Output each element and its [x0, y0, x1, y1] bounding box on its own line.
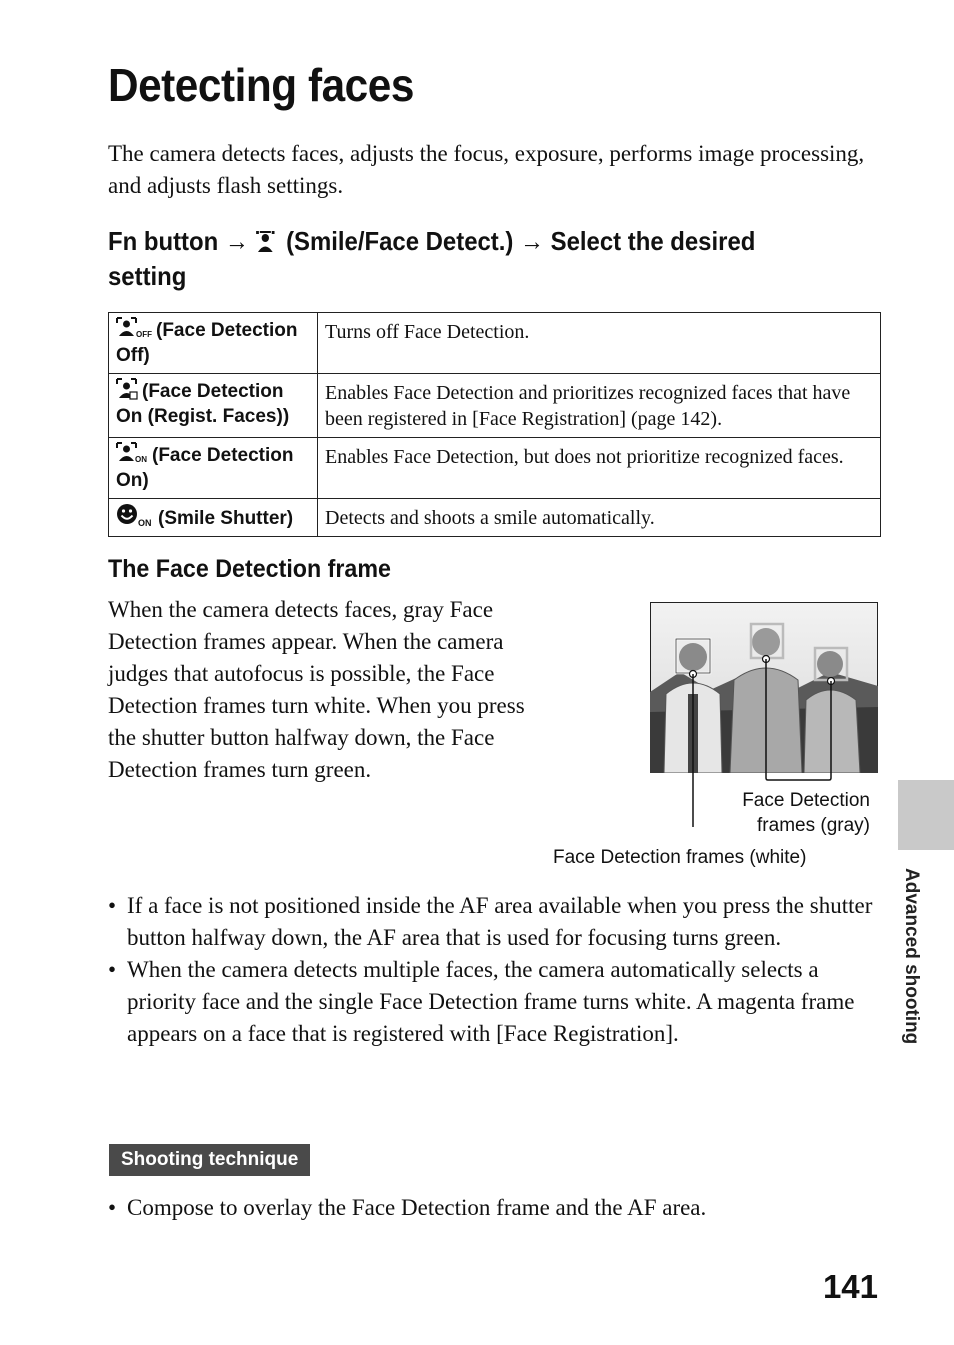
shooting-technique-label: Shooting technique: [109, 1144, 310, 1176]
face-detection-on-icon: [116, 442, 148, 464]
procedure-heading: [108, 224, 807, 294]
face-detection-photo: [650, 602, 878, 773]
arrow-icon: →: [520, 226, 544, 256]
table-row: [109, 313, 881, 374]
chapter-tab: [898, 780, 954, 850]
procedure-step-smile-face-detect: (Smile/Face Detect.): [286, 226, 514, 256]
list-item: • When the camera detects multiple faces, the camera automatically selects a priority face and the single Face Detection frame turns white. A magenta frame appears on a face that is registered with [Face Registration].: [108, 954, 878, 1050]
section-heading: The Face Detection frame: [108, 555, 391, 583]
smile-face-detect-icon: [255, 229, 275, 253]
procedure-step-fn-button: Fn button: [108, 226, 219, 256]
setting-name-cell: [109, 313, 318, 374]
setting-name: (Smile Shutter): [158, 508, 294, 529]
callout-gray-line: frames (gray): [757, 815, 870, 836]
procedure-step-select-setting: Select the desired setting: [108, 226, 756, 291]
icon-on-label: ON: [138, 518, 152, 527]
table-row: [109, 499, 881, 537]
chapter-label: Advanced shooting: [901, 868, 922, 1045]
notes-list: [108, 890, 878, 1050]
callout-gray-frames: [742, 788, 870, 838]
settings-table: [108, 312, 881, 537]
setting-name: (Face Detection On (Regist. Faces)): [116, 381, 290, 427]
table-row: [109, 374, 881, 438]
frame-description: When the camera detects faces, gray Face Detection frames appear. When the camera judges that autofocus is possible, the Face Detection frames turn white. When you press the shutter button halfway down, the Face Detection frames turn green.: [108, 597, 525, 782]
table-row: [109, 438, 881, 499]
setting-description: Enables Face Detection and prioritizes recognized faces that have been registered in [Face Registration] (page 142).: [318, 374, 881, 438]
callout-white-frames: Face Detection frames (white): [553, 847, 807, 868]
setting-description: Turns off Face Detection.: [318, 313, 881, 374]
intro-paragraph: The camera detects faces, adjusts the focus, exposure, performs image processing, and adjusts flash settings.: [108, 141, 865, 198]
page-number: 141: [822, 1268, 878, 1305]
list-item: • Compose to overlay the Face Detection frame and the AF area.: [108, 1192, 878, 1224]
setting-description: Enables Face Detection, but does not prioritize recognized faces.: [318, 438, 881, 499]
setting-name: (Face Detection On): [116, 445, 294, 491]
setting-name-cell: [109, 374, 318, 438]
setting-name: (Face Detection Off): [116, 320, 298, 366]
list-item: • If a face is not positioned inside the AF area available when you press the shutter button halfway down, the AF area that is used for focusing turns green.: [108, 890, 878, 954]
arrow-icon: →: [224, 226, 249, 256]
icon-on-label: ON: [135, 455, 147, 464]
icon-off-label: OFF: [136, 330, 152, 339]
tips-list: [108, 1192, 878, 1224]
setting-name-cell: [109, 438, 318, 499]
face-detection-off-icon: [116, 317, 152, 339]
smile-shutter-icon: [116, 503, 154, 527]
face-detection-regist-icon: [116, 378, 138, 400]
callout-gray-line: Face Detection: [742, 790, 870, 811]
page-title: Detecting faces: [108, 59, 414, 111]
setting-name-cell: [109, 499, 318, 537]
setting-description: Detects and shoots a smile automatically.: [318, 499, 881, 537]
